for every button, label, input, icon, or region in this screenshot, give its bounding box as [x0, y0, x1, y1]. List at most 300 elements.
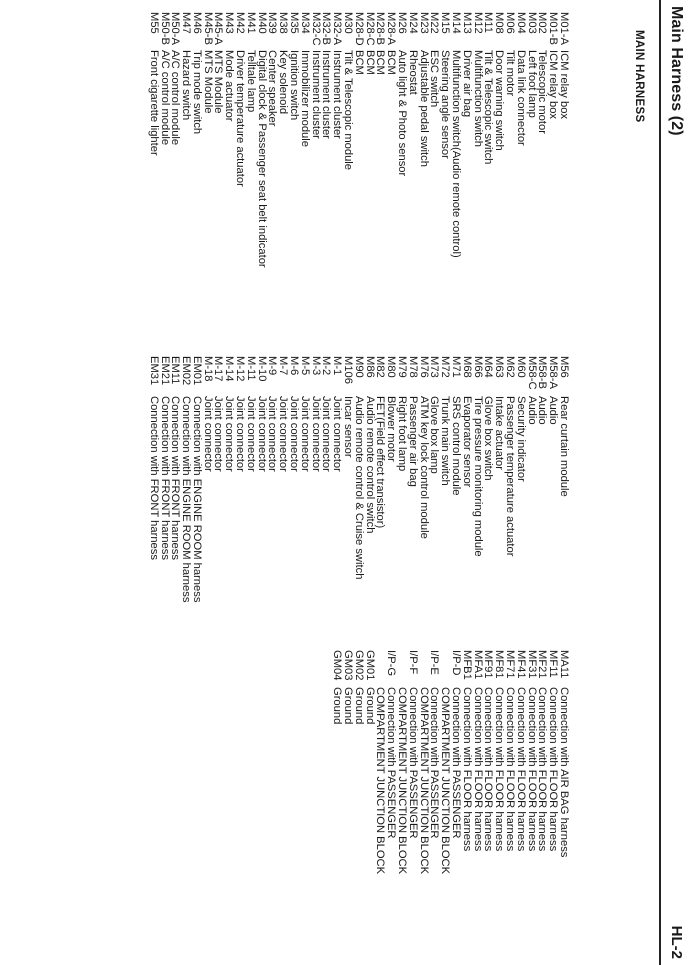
connector-row	[299, 356, 310, 602]
connector-description: BCM	[352, 50, 365, 75]
connector-row	[450, 650, 461, 874]
connector-description: COMPARTMENT JUNCTION BLOCK	[417, 687, 430, 875]
connector-row	[364, 650, 375, 874]
connector-description: Joint connector	[223, 396, 236, 472]
connector-code: M73	[428, 356, 441, 378]
connector-description: Trunk main switch	[439, 396, 452, 486]
connector-row	[331, 356, 342, 602]
connector-description: Joint connector	[212, 396, 225, 472]
connector-description: Instrument cluster	[309, 50, 322, 139]
connector-row	[418, 12, 429, 268]
connector-row	[461, 356, 472, 602]
connector-code: EM01	[190, 356, 203, 386]
connector-description: Trip mode switch	[190, 50, 203, 135]
connector-description: Ground	[331, 687, 344, 725]
connector-description: Joint connector	[277, 396, 290, 472]
connector-row	[342, 12, 353, 268]
connector-row	[245, 356, 256, 602]
connector-code: M55	[147, 12, 160, 34]
connector-code: M-1	[331, 356, 344, 376]
connector-row	[288, 12, 299, 268]
connector-row	[483, 12, 494, 268]
connector-row	[429, 12, 440, 268]
connector-description: Connection with FLOOR harness	[525, 687, 538, 852]
connector-description: Connection with FLOOR harness	[493, 687, 506, 852]
connector-row	[461, 650, 472, 874]
connector-row	[429, 650, 440, 874]
connector-list-column-1	[148, 12, 569, 268]
connector-code: M01-B	[547, 12, 560, 45]
connector-row	[472, 650, 483, 874]
connector-description: Incar sensor	[342, 396, 355, 458]
connector-description: Steering angle sensor	[439, 50, 452, 159]
connector-row	[159, 12, 170, 268]
connector-description: Joint connector	[234, 396, 247, 472]
connector-description: Joint connector	[244, 396, 257, 472]
connector-row	[321, 356, 332, 602]
connector-description: Right foot lamp	[396, 396, 409, 472]
connector-description: Evaporator sensor	[460, 396, 473, 488]
connector-description: Audio remote control switch	[363, 396, 376, 534]
connector-row	[537, 650, 548, 874]
connector-code: M58-C	[525, 356, 538, 390]
connector-row	[170, 356, 181, 602]
connector-description: Connection with ENGINE ROOM harness	[180, 396, 193, 603]
connector-row	[375, 356, 386, 602]
connector-description: Joint connector	[320, 396, 333, 472]
connector-description: Joint connector	[201, 396, 214, 472]
connector-code: M40	[255, 12, 268, 34]
connector-row	[558, 650, 569, 874]
connector-description: Left foot lamp	[525, 50, 538, 118]
connector-description: ICM relay box	[547, 50, 560, 120]
connector-code: M26	[396, 12, 409, 34]
connector-description: Connection with FLOOR harness	[460, 687, 473, 852]
connector-row	[364, 12, 375, 268]
connector-description: Joint connector	[309, 396, 322, 472]
connector-description: Connection with ENGINE ROOM harness	[190, 396, 203, 603]
connector-code: M32-C	[309, 12, 322, 46]
connector-description: Glove box switch	[482, 396, 495, 481]
connector-description: Joint connector	[298, 396, 311, 472]
connector-code: M76	[417, 356, 430, 378]
connector-description: Joint connector	[331, 396, 344, 472]
connector-row	[202, 12, 213, 268]
connector-row	[418, 356, 429, 602]
connector-row	[515, 356, 526, 602]
connector-row	[483, 650, 494, 874]
connector-code: I/P-F	[406, 650, 419, 675]
connector-description: Audio	[536, 396, 549, 425]
connector-row	[353, 356, 364, 602]
connector-code: M71	[450, 356, 463, 378]
connector-code: M47	[180, 12, 193, 34]
connector-code: MA11	[558, 650, 570, 679]
connector-row	[180, 12, 191, 268]
connector-description: Connection with PASSENGER	[385, 687, 398, 839]
connector-description: A/C control module	[169, 50, 182, 146]
connector-description: Security indicator	[514, 396, 527, 482]
connector-code: MF41	[514, 650, 527, 679]
connector-row	[245, 12, 256, 268]
connector-row	[191, 12, 202, 268]
connector-row	[439, 650, 450, 874]
connector-description: Connection with FLOOR harness	[536, 687, 549, 852]
connector-list-column-3	[331, 650, 569, 874]
connector-row	[515, 650, 526, 874]
connector-description: Connection with PASSENGER	[428, 687, 441, 839]
connector-row	[234, 12, 245, 268]
connector-description: Auto light & Photo sensor	[396, 50, 409, 177]
connector-description: Joint connector	[255, 396, 268, 472]
page-title: Main Harness (2)	[668, 6, 685, 136]
connector-description: Audio	[525, 396, 538, 425]
connector-row	[148, 12, 159, 268]
connector-row	[385, 650, 396, 874]
connector-description: Joint connector	[266, 396, 279, 472]
connector-row	[439, 356, 450, 602]
connector-description: ATM key lock control module	[417, 396, 430, 539]
connector-row	[256, 12, 267, 268]
connector-description: ESC switch	[428, 50, 441, 108]
connector-code: M-17	[212, 356, 225, 382]
connector-description: Connection with FLOOR harness	[471, 687, 484, 852]
connector-description: Connection with FLOOR harness	[547, 687, 560, 852]
header-divider	[659, 0, 661, 965]
connector-code: MFA1	[471, 650, 484, 680]
connector-code: M41	[244, 12, 257, 34]
connector-description: MTS Module	[201, 50, 214, 114]
connector-code: M34	[298, 12, 311, 34]
connector-description: Ground	[352, 687, 365, 725]
connector-description: Joint connector	[288, 396, 301, 472]
connector-code: M45-B	[201, 12, 214, 45]
connector-description: Tilt & Telescopic switch	[482, 50, 495, 165]
connector-code: M39	[266, 12, 279, 34]
connector-description: Blower motor	[385, 396, 398, 462]
page-number: HL-2	[668, 925, 685, 959]
connector-code: M04	[514, 12, 527, 34]
connector-row	[407, 356, 418, 602]
connector-code: M50-A	[169, 12, 182, 45]
connector-code: M35	[288, 12, 301, 34]
connector-code: EM21	[158, 356, 171, 386]
connector-list-column-2	[148, 356, 569, 602]
connector-row	[504, 12, 515, 268]
connector-code: I/P-G	[385, 650, 398, 677]
connector-code: M32-B	[320, 12, 333, 45]
connector-code: M68	[460, 356, 473, 378]
connector-description: Ground	[363, 687, 376, 725]
connector-row	[267, 12, 278, 268]
connector-code: GM03	[342, 650, 355, 681]
connector-description: Immobilizer module	[298, 50, 311, 147]
connector-code: MF91	[482, 650, 495, 679]
connector-code: M42	[234, 12, 247, 34]
connector-description: A/C control module	[158, 50, 171, 146]
connector-code: M45-A	[212, 12, 225, 45]
connector-row	[159, 356, 170, 602]
connector-row	[537, 356, 548, 602]
connector-description: Driver air bag	[460, 50, 473, 118]
connector-description: Passenger temperature actuator	[504, 396, 517, 557]
connector-description: Connection with FLOOR harness	[514, 687, 527, 852]
connector-row	[547, 356, 558, 602]
connector-description: Instrument cluster	[320, 50, 333, 139]
connector-description: Passenger air bag	[406, 396, 419, 487]
connector-row	[407, 650, 418, 874]
connector-code: M12	[471, 12, 484, 34]
connector-code: M86	[363, 356, 376, 378]
connector-row	[385, 356, 396, 602]
connector-description: Multifunction switch	[471, 50, 484, 147]
connector-code: M01-A	[558, 12, 570, 45]
connector-description: Connection with PASSENGER	[450, 687, 463, 839]
connector-code: MF71	[504, 650, 517, 679]
connector-row	[170, 12, 181, 268]
connector-row	[342, 356, 353, 602]
connector-row	[418, 650, 429, 874]
connector-code: MF81	[493, 650, 506, 679]
connector-row	[439, 12, 450, 268]
connector-code: M11	[482, 12, 495, 33]
connector-row	[493, 356, 504, 602]
connector-code: M28-D	[352, 12, 365, 46]
connector-description: Center speaker	[266, 50, 279, 127]
connector-code: M58-A	[547, 356, 560, 389]
connector-row	[385, 12, 396, 268]
connector-code: M66	[471, 356, 484, 378]
connector-row	[493, 650, 504, 874]
connector-code: M03	[525, 12, 538, 34]
connector-description: COMPARTMENT JUNCTION BLOCK	[439, 687, 452, 875]
connector-description: Glove box lamp	[428, 396, 441, 474]
connector-code: GM01	[363, 650, 376, 681]
connector-row	[191, 356, 202, 602]
connector-row	[213, 356, 224, 602]
connector-row	[396, 12, 407, 268]
connector-description: Connection with AIR BAG harness	[558, 687, 570, 858]
connector-code: M-14	[223, 356, 236, 382]
connector-row	[299, 12, 310, 268]
connector-code: M32-A	[331, 12, 344, 45]
connector-row	[267, 356, 278, 602]
connector-row	[224, 356, 235, 602]
connector-row	[277, 356, 288, 602]
connector-code: MF21	[536, 650, 549, 679]
connector-description: Driver temperature actuator	[234, 50, 247, 187]
connector-code: M-18	[201, 356, 214, 382]
connector-row	[407, 12, 418, 268]
connector-row	[331, 650, 342, 874]
connector-row	[288, 356, 299, 602]
connector-row	[450, 356, 461, 602]
connector-description: BCM	[363, 50, 376, 75]
connector-row	[472, 356, 483, 602]
connector-description: MTS Module	[212, 50, 225, 114]
connector-row	[396, 356, 407, 602]
connector-row	[472, 12, 483, 268]
connector-code: M30	[342, 12, 355, 34]
connector-description: BCM	[374, 50, 387, 75]
connector-code: GM04	[331, 650, 344, 681]
connector-row	[526, 12, 537, 268]
connector-code: M-2	[320, 356, 333, 376]
connector-row	[277, 12, 288, 268]
connector-code: M-11	[244, 356, 257, 381]
connector-description: Intake actuator	[493, 396, 506, 471]
connector-code: M58-B	[536, 356, 549, 389]
connector-code: M60	[514, 356, 527, 378]
connector-description: Connection with PASSENGER	[406, 687, 419, 839]
connector-description: FET(Field effect transistor)	[374, 396, 387, 529]
connector-row	[310, 356, 321, 602]
connector-code: M72	[439, 356, 452, 378]
connector-row	[396, 650, 407, 874]
connector-description: Adjustable pedal switch	[417, 50, 430, 167]
connector-description: Ignition switch	[288, 50, 301, 121]
connector-description: Tilt motor	[504, 50, 517, 97]
connector-row	[331, 12, 342, 268]
connector-description: Connection with FRONT harness	[147, 396, 160, 560]
connector-code: M08	[493, 12, 506, 34]
connector-code: M-9	[266, 356, 279, 376]
connector-row	[504, 650, 515, 874]
connector-row	[461, 12, 472, 268]
connector-row	[342, 650, 353, 874]
connector-code: M106	[342, 356, 355, 384]
connector-row	[526, 650, 537, 874]
connector-code: M-10	[255, 356, 268, 382]
connector-row	[450, 12, 461, 268]
connector-code: M62	[504, 356, 517, 378]
connector-code: M-3	[309, 356, 322, 376]
connector-description: COMPARTMENT JUNCTION BLOCK	[396, 687, 409, 875]
connector-description: Instrument cluster	[331, 50, 344, 139]
connector-code: M28-B	[374, 12, 387, 45]
connector-description: Audio	[547, 396, 560, 425]
connector-code: MF31	[525, 650, 538, 679]
connector-description: Rheostat	[406, 50, 419, 95]
connector-row	[526, 356, 537, 602]
connector-description: Hazard switch	[180, 50, 193, 121]
connector-row	[256, 356, 267, 602]
connector-description: Connection with FRONT harness	[169, 396, 182, 560]
connector-row	[353, 650, 364, 874]
connector-description: Mode actuator	[223, 50, 236, 122]
connector-code: M-12	[234, 356, 247, 382]
connector-code: M-6	[288, 356, 301, 376]
connector-row	[321, 12, 332, 268]
connector-code: M82	[374, 356, 387, 378]
connector-code: M63	[493, 356, 506, 378]
connector-row	[234, 356, 245, 602]
connector-row	[547, 12, 558, 268]
connector-code: MF11	[547, 650, 560, 678]
connector-code: I/P-E	[428, 650, 441, 675]
connector-code: M80	[385, 356, 398, 378]
connector-row	[310, 12, 321, 268]
connector-description: Audio remote control & Cruise switch	[352, 396, 365, 580]
connector-code: M90	[352, 356, 365, 378]
connector-code: M79	[396, 356, 409, 378]
connector-row	[213, 12, 224, 268]
connector-code: M13	[460, 12, 473, 34]
connector-row	[558, 12, 569, 268]
connector-code: M43	[223, 12, 236, 34]
connector-code: M50-B	[158, 12, 171, 45]
connector-description: Multifunction switch(Audio remote control)	[450, 50, 463, 258]
connector-code: M28-C	[363, 12, 376, 46]
connector-row	[493, 12, 504, 268]
connector-code: M56	[558, 356, 570, 378]
connector-description: Front cigarette lighter	[147, 50, 160, 156]
connector-row	[483, 356, 494, 602]
connector-row	[537, 12, 548, 268]
connector-description: Connection with FLOOR harness	[504, 687, 517, 852]
connector-description: Key solenoid	[277, 50, 290, 115]
connector-description: Ground	[342, 687, 355, 725]
connector-description: Telltale lamp	[244, 50, 257, 113]
connector-code: M78	[406, 356, 419, 378]
connector-code: M46	[190, 12, 203, 34]
connector-row	[375, 12, 386, 268]
connector-code: M14	[450, 12, 463, 34]
connector-row	[180, 356, 191, 602]
connector-row	[202, 356, 213, 602]
connector-row	[224, 12, 235, 268]
connector-code: M-5	[298, 356, 311, 376]
connector-code: M02	[536, 12, 549, 34]
connector-code: M06	[504, 12, 517, 34]
connector-code: GM02	[352, 650, 365, 681]
connector-row	[558, 356, 569, 602]
connector-code: EM11	[169, 356, 182, 385]
connector-description: Rear curtain module	[558, 396, 570, 497]
connector-description: SRS control module	[450, 396, 463, 496]
connector-description: Digital clock & Passenger seat belt indicator	[255, 50, 268, 268]
connector-code: M38	[277, 12, 290, 34]
connector-code: M64	[482, 356, 495, 378]
connector-description: Door warning switch	[493, 50, 506, 151]
connector-row	[547, 650, 558, 874]
connector-code: MFB1	[460, 650, 473, 680]
connector-description: ICM relay box	[558, 50, 570, 120]
connector-row	[375, 650, 386, 874]
connector-code: EM31	[147, 356, 160, 386]
connector-description: COMPARTMENT JUNCTION BLOCK	[374, 687, 387, 875]
connector-description: Telescopic motor	[536, 50, 549, 134]
connector-row	[148, 356, 159, 602]
connector-row	[364, 356, 375, 602]
connector-code: M23	[417, 12, 430, 34]
connector-row	[504, 356, 515, 602]
connector-row	[353, 12, 364, 268]
connector-description: BCM	[385, 50, 398, 75]
connector-row	[429, 356, 440, 602]
connector-code: M-7	[277, 356, 290, 376]
connector-row	[515, 12, 526, 268]
connector-code: M22	[428, 12, 441, 34]
connector-description: Connection with FRONT harness	[158, 396, 171, 560]
connector-code: M24	[406, 12, 419, 34]
connector-code: M15	[439, 12, 452, 34]
connector-code: EM02	[180, 356, 193, 386]
connector-description: Connection with FLOOR harness	[482, 687, 495, 852]
connector-code: I/P-D	[450, 650, 463, 676]
connector-description: Tilt & Telescopic module	[342, 50, 355, 171]
connector-code: M28-A	[385, 12, 398, 45]
